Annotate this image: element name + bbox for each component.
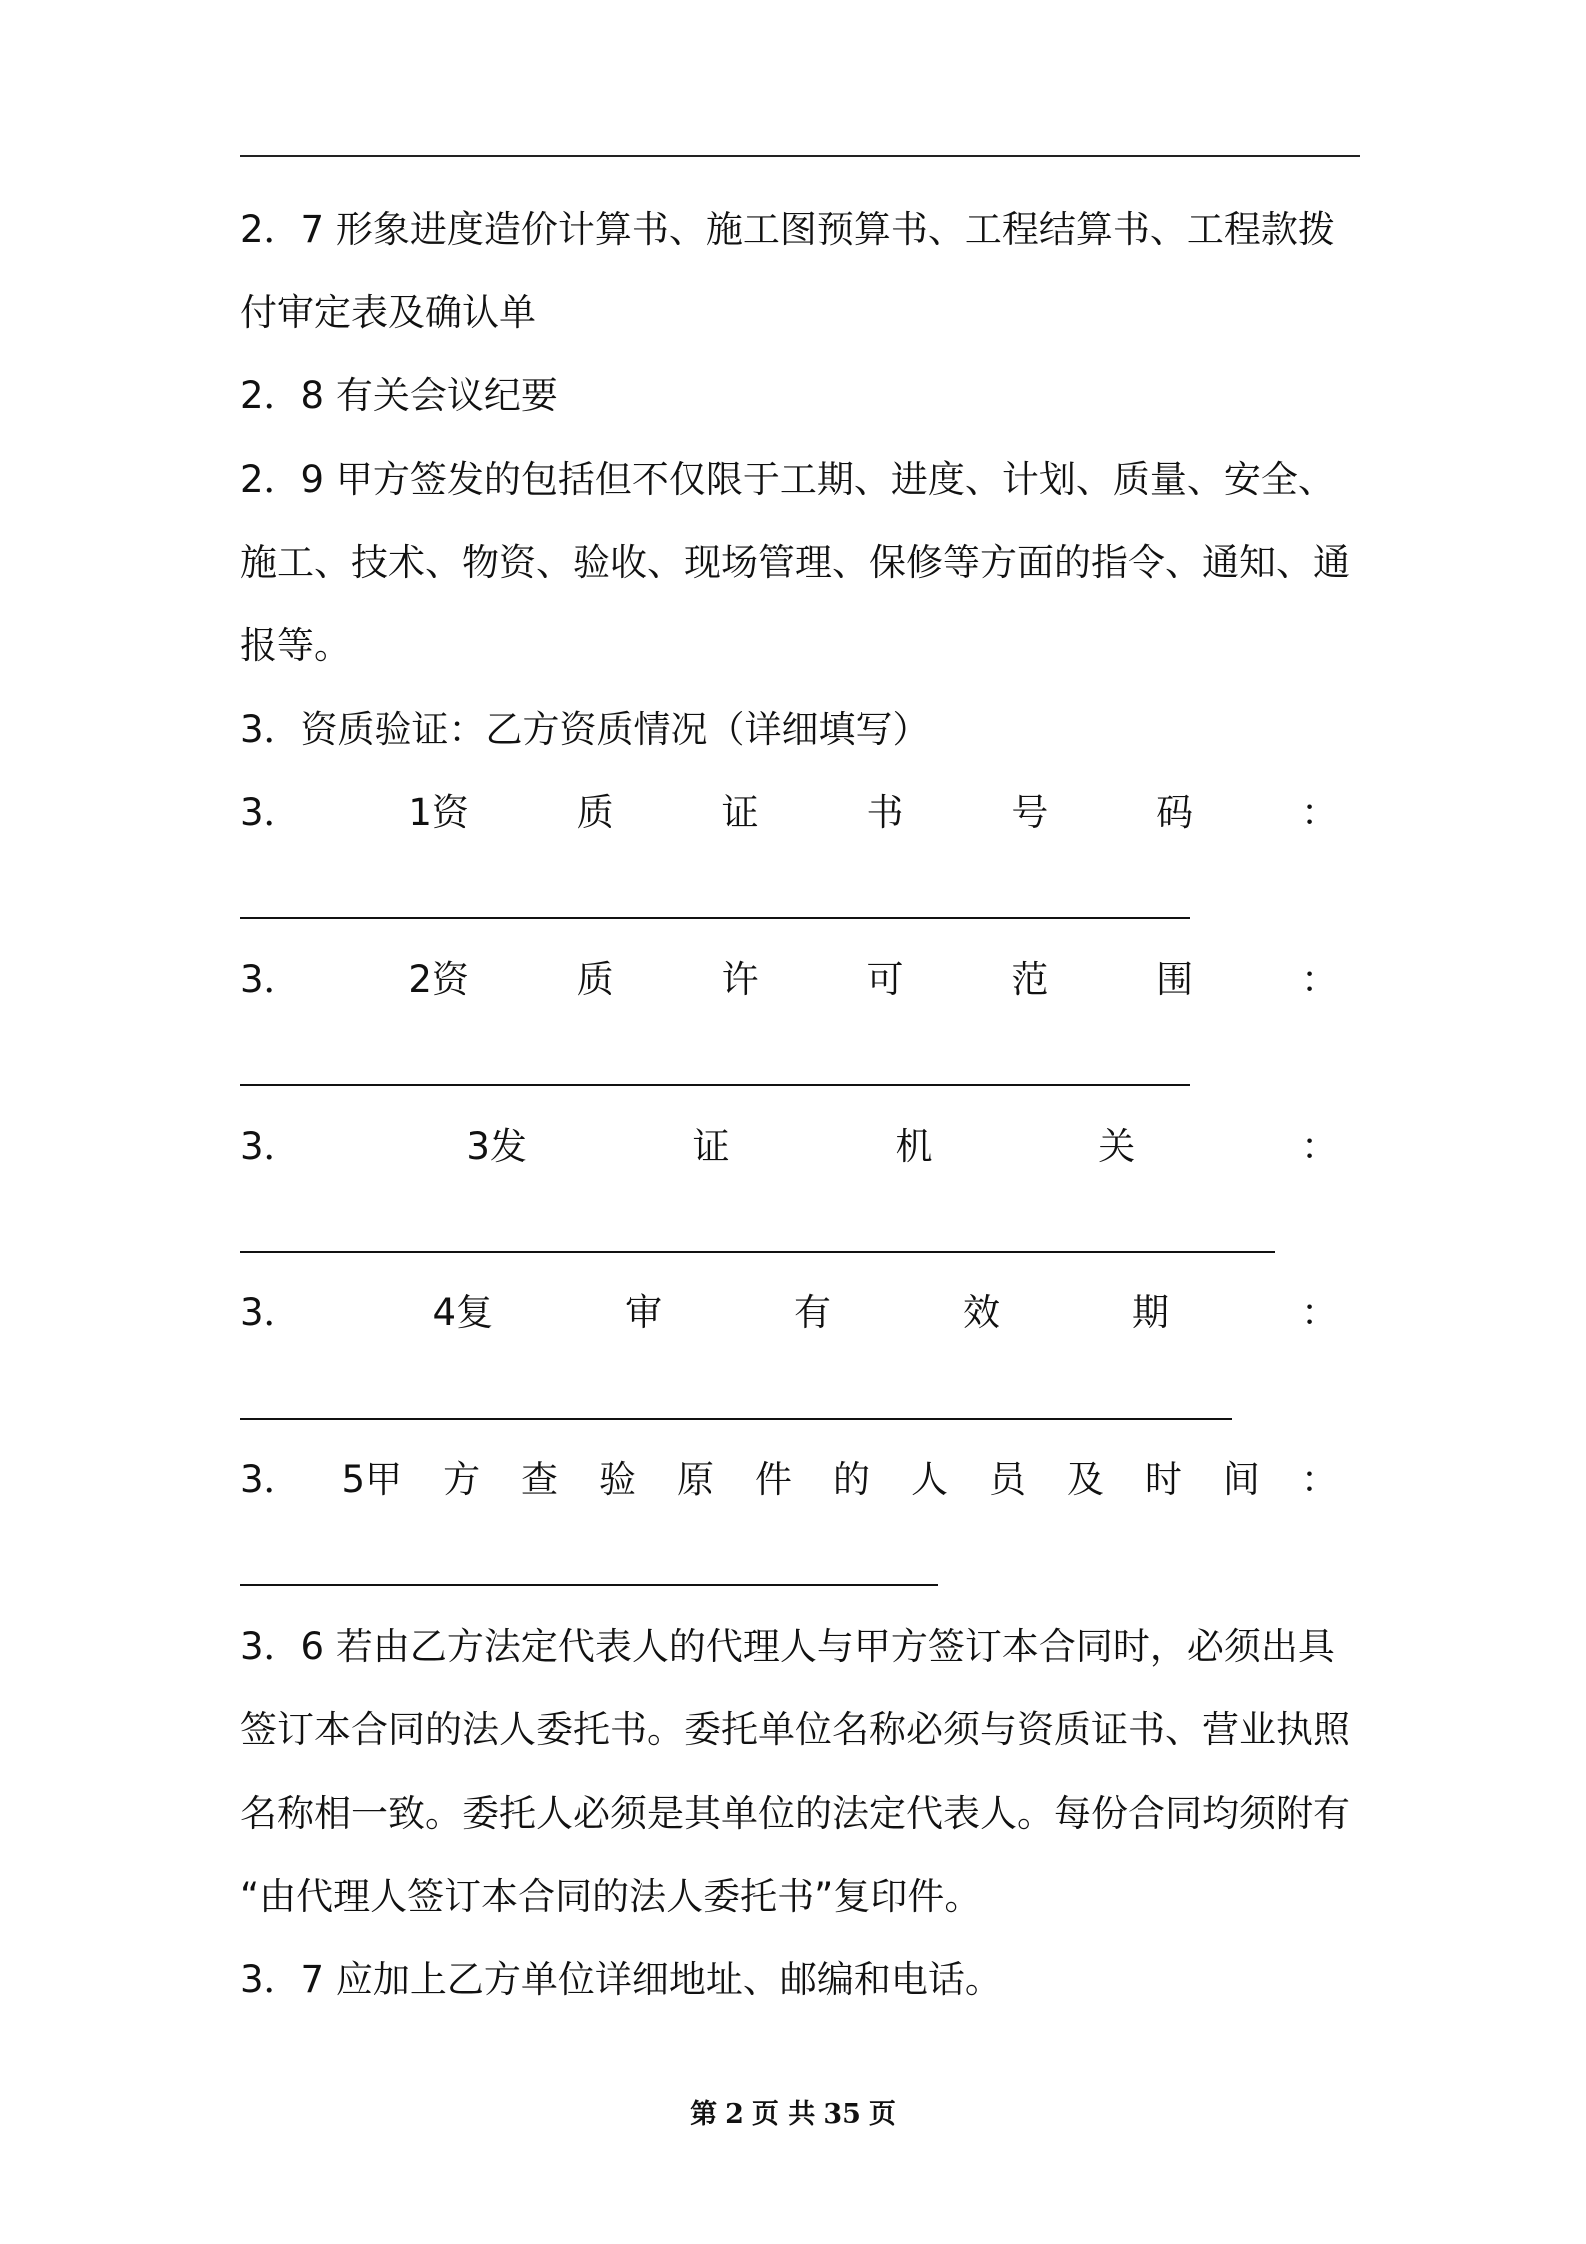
text-line-3-6c: 名称相一致。委托人必须是其单位的法定代表人。每份合同均须附有: [240, 1792, 1350, 1835]
footer-middle: 页 共: [751, 2099, 816, 2130]
page-footer: [0, 2095, 1586, 2135]
field-label-3-5: 3． 5甲 方 查 验 原 件 的 人 员 及 时 间 ：: [240, 1458, 1338, 1501]
field-label-3-1: 3． 1资 质 证 书 号 码 ：: [240, 791, 1338, 834]
footer-suffix: 页: [868, 2099, 896, 2130]
text-line-2-7a: 2．7 形象进度造价计算书、施工图预算书、工程结算书、工程款拨: [240, 208, 1335, 251]
text-line-2-9a: 2．9 甲方签发的包括但不仅限于工期、进度、计划、质量、安全、: [240, 458, 1335, 501]
footer-current-page: 2: [725, 2099, 744, 2130]
text-line-2-8: 2．8 有关会议纪要: [240, 374, 558, 417]
fill-line-3-1: [240, 917, 1190, 919]
fill-line-3-5: [240, 1584, 938, 1586]
fill-line-3-4: [240, 1418, 1232, 1420]
field-label-3-3: 3． 3发 证 机 关 ：: [240, 1125, 1338, 1168]
text-line-2-9c: 报等。: [240, 624, 351, 667]
text-line-3-7: 3．7 应加上乙方单位详细地址、邮编和电话。: [240, 1958, 1002, 2001]
fill-line-3-3: [240, 1251, 1275, 1253]
text-line-2-9b: 施工、技术、物资、验收、现场管理、保修等方面的指令、通知、通: [240, 541, 1350, 584]
footer-prefix: 第: [690, 2099, 718, 2130]
text-line-2-7b: 付审定表及确认单: [240, 291, 536, 334]
footer-total-pages: 35: [823, 2099, 861, 2130]
text-line-3-6b: 签订本合同的法人委托书。委托单位名称必须与资质证书、营业执照: [240, 1708, 1350, 1751]
fill-line-3-2: [240, 1084, 1190, 1086]
text-line-3-6d: “由代理人签订本合同的法人委托书”复印件。: [240, 1875, 982, 1918]
text-line-3-heading: 3．资质验证：乙方资质情况（详细填写）: [240, 708, 930, 751]
text-line-3-6a: 3．6 若由乙方法定代表人的代理人与甲方签订本合同时，必须出具: [240, 1625, 1335, 1668]
field-label-3-4: 3． 4复 审 有 效 期 ：: [240, 1291, 1338, 1334]
field-label-3-2: 3． 2资 质 许 可 范 围 ：: [240, 958, 1338, 1001]
header-rule: [240, 155, 1360, 157]
